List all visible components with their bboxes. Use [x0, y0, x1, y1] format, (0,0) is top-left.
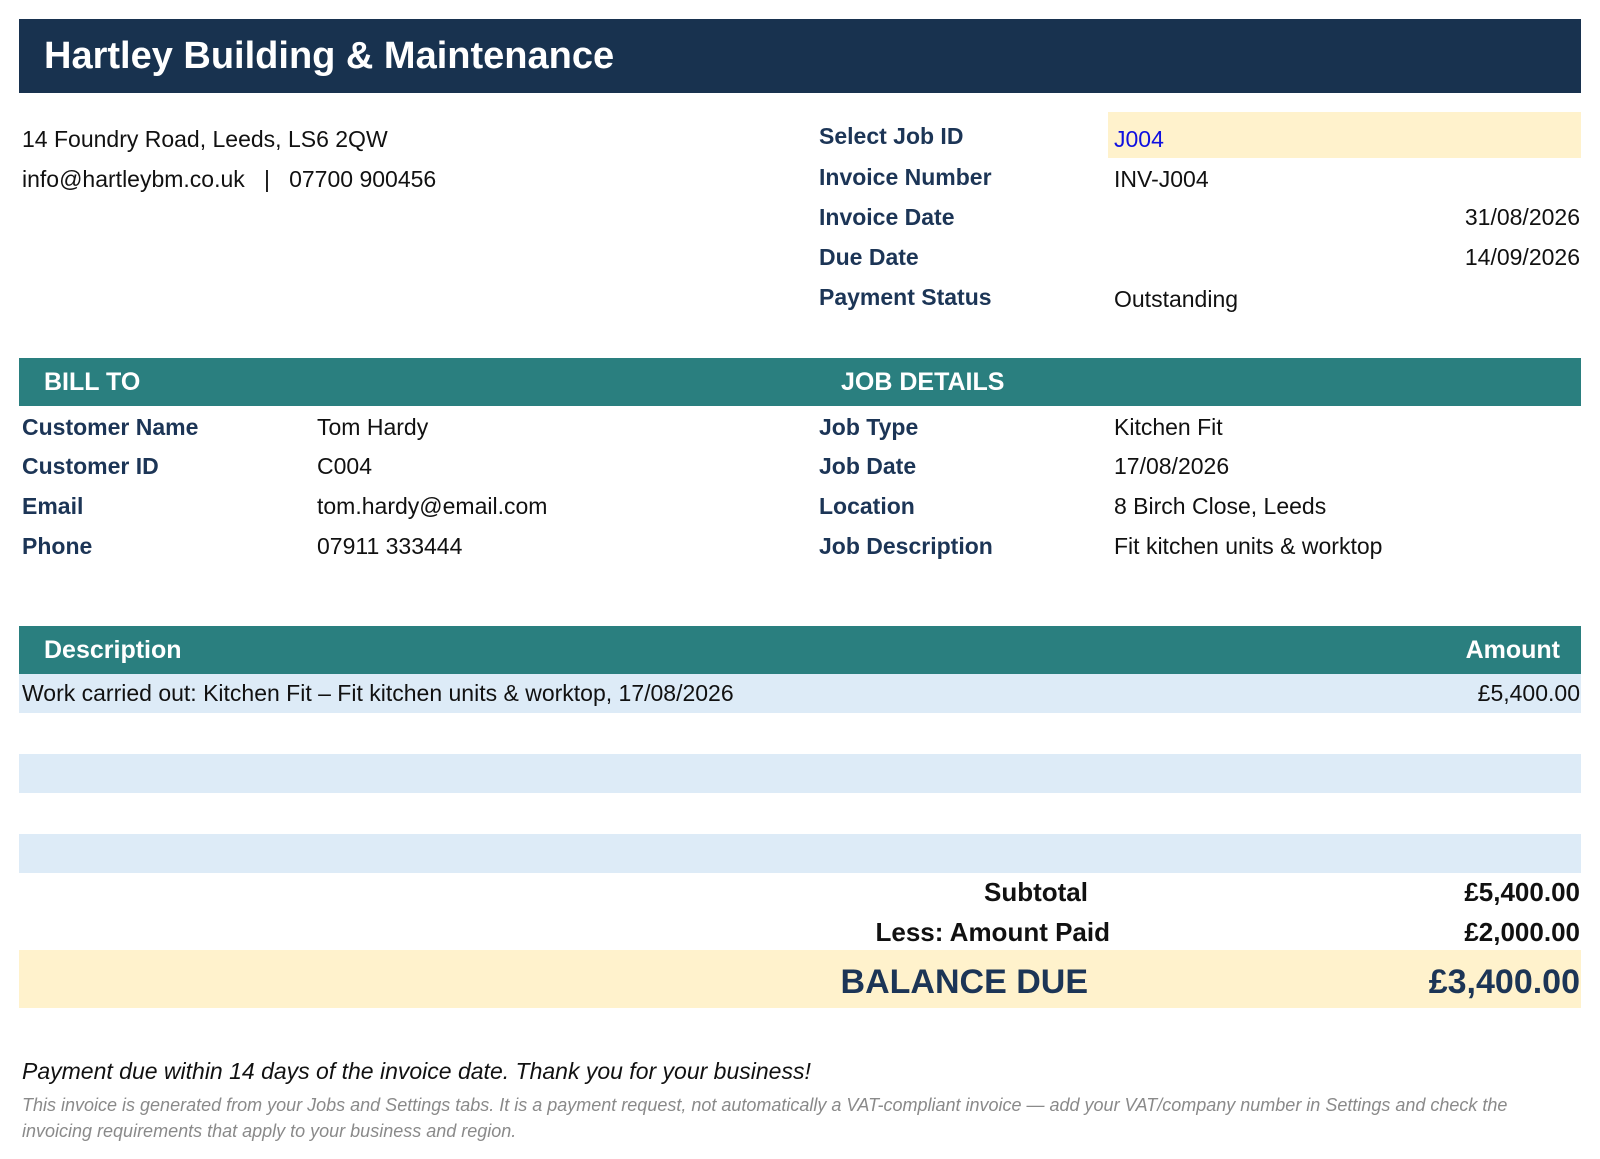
company-name: Hartley Building & Maintenance	[44, 35, 615, 77]
email-label: Email	[22, 493, 84, 519]
job-date-value: 17/08/2026	[1114, 453, 1230, 479]
job-type-value: Kitchen Fit	[1114, 414, 1223, 440]
customer-id-value: C004	[317, 453, 372, 479]
job-description-value: Fit kitchen units & worktop	[1114, 533, 1383, 559]
payment-status-label: Payment Status	[819, 284, 992, 310]
line-item-amount: £5,400.00	[1477, 680, 1580, 706]
select-job-id-value[interactable]: J004	[1114, 126, 1164, 152]
select-job-id-label: Select Job ID	[819, 123, 964, 149]
amount-header: Amount	[1465, 636, 1560, 664]
table-row	[19, 714, 1581, 753]
job-id-select-cell[interactable]	[1108, 112, 1581, 158]
location-value: 8 Birch Close, Leeds	[1114, 493, 1327, 519]
balance-due-value: £3,400.00	[1428, 963, 1580, 1001]
amount-paid-value: £2,000.00	[1464, 917, 1580, 947]
table-row	[19, 754, 1581, 793]
location-label: Location	[819, 493, 915, 519]
company-address: 14 Foundry Road, Leeds, LS6 2QW	[22, 126, 388, 152]
due-date-label: Due Date	[819, 244, 919, 270]
payment-terms-note: Payment due within 14 days of the invoice date. Thank you for your business!	[22, 1058, 811, 1084]
company-contact: info@hartleybm.co.uk | 07700 900456	[22, 166, 437, 192]
job-date-label: Job Date	[819, 453, 917, 479]
disclaimer-text: This invoice is generated from your Jobs and Settings tabs. It is a payment request, not automatically a VAT-compliant invoice — add your VAT/company number in Settings and check the invoicing requirements that apply to your business and region.	[22, 1095, 1508, 1141]
payment-status-value: Outstanding	[1114, 286, 1239, 312]
customer-name-label: Customer Name	[22, 414, 199, 440]
phone-value: 07911 333444	[317, 533, 463, 559]
invoice-number-label: Invoice Number	[819, 164, 992, 190]
bill-to-header: BILL TO	[44, 368, 141, 396]
amount-paid-label: Less: Amount Paid	[875, 917, 1110, 947]
invoice-number-value: INV-J004	[1114, 166, 1209, 192]
table-row	[19, 834, 1581, 873]
table-row	[19, 794, 1581, 833]
job-details-header: JOB DETAILS	[841, 368, 1005, 396]
balance-due-label: BALANCE DUE	[840, 963, 1088, 1001]
due-date-value: 14/09/2026	[1464, 244, 1580, 270]
customer-name-value: Tom Hardy	[317, 414, 429, 440]
job-description-label: Job Description	[819, 533, 993, 559]
bill-to-job-details-bar	[19, 358, 1581, 406]
subtotal-label: Subtotal	[984, 877, 1088, 907]
customer-id-label: Customer ID	[22, 453, 159, 479]
description-header: Description	[44, 636, 182, 664]
invoice-date-label: Invoice Date	[819, 204, 955, 230]
email-value: tom.hardy@email.com	[317, 493, 548, 519]
invoice-date-value: 31/08/2026	[1464, 204, 1580, 230]
line-item-description: Work carried out: Kitchen Fit – Fit kitchen units & worktop, 17/08/2026	[22, 680, 734, 706]
phone-label: Phone	[22, 533, 93, 559]
subtotal-value: £5,400.00	[1464, 877, 1580, 907]
job-type-label: Job Type	[819, 414, 919, 440]
